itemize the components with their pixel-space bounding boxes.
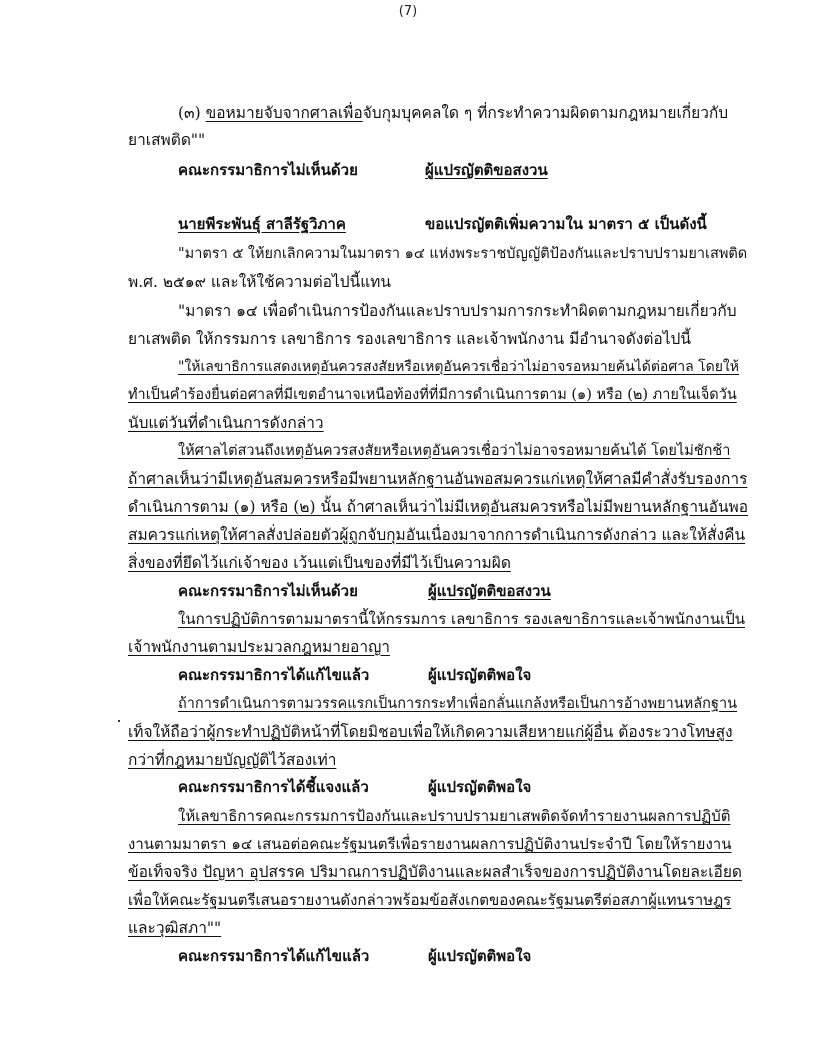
clause3-prefix: (๓)	[178, 104, 206, 122]
scan-mark	[118, 720, 120, 722]
clause3-line1	[178, 103, 728, 123]
para-e-line1: ให้เลขาธิการคณะกรรมการป้องกันและปราบปรามยาเสพติดจัดทำรายงานผลการปฏิบัติ	[178, 807, 731, 825]
proposer-response: ผู้แปรญัตติขอสงวน	[428, 582, 551, 600]
para-a-line3: นับแต่วันที่ดำเนินการดังกล่าว	[128, 414, 324, 432]
decision-row-4	[178, 777, 369, 797]
proposer-response: ผู้แปรญัตติพอใจ	[428, 666, 532, 684]
para-e-line5: และวุฒิสภา""	[128, 919, 222, 937]
committee-decision: คณะกรรมาธิการได้แก้ไขแล้ว	[178, 666, 370, 684]
committee-decision: คณะกรรมาธิการได้ชี้แจงแล้ว	[178, 778, 369, 796]
member-name: นายพีระพันธุ์ สาลีรัฐวิภาค	[178, 215, 346, 233]
section14-line2: ยาเสพติด ให้กรรมการ เลขาธิการ รองเลขาธิการ และเจ้าพนักงาน มีอำนาจดังต่อไปนี้	[128, 330, 691, 348]
proposer-response: ผู้แปรญัตติพอใจ	[428, 778, 532, 796]
committee-decision: คณะกรรมาธิการไม่เห็นด้วย	[178, 582, 358, 600]
page-number: (7)	[398, 4, 418, 19]
para-a-line1: "ให้เลขาธิการแสดงเหตุอันควรสงสัยหรือเหตุอันควรเชื่อว่าไม่อาจรอหมายค้นได้ต่อศาล โดยให้	[178, 359, 739, 375]
para-d-line3: กว่าที่กฎหมายบัญญัติไว้สองเท่า	[128, 751, 337, 769]
decision-row-1	[178, 160, 358, 180]
clause3-rest: จับกุมบุคคลใด ๆ ที่กระทำความผิดตามกฎหมายเกี่ยวกับ	[362, 104, 729, 122]
para-c-line2: เจ้าพนักงานตามประมวลกฎหมายอาญา	[128, 638, 390, 656]
para-b-line5: สิ่งของที่ยึดไว้แก่เจ้าของ เว้นแต่เป็นของที่มีไว้เป็นความผิด	[128, 554, 511, 572]
para-e-line2: งานตามมาตรา ๑๔ เสนอต่อคณะรัฐมนตรีเพื่อรายงานผลการปฏิบัติงานประจำปี โดยให้รายงาน	[128, 835, 732, 853]
para-b-line3: ดำเนินการตาม (๑) หรือ (๒) นั้น ถ้าศาลเห็นว่าไม่มีเหตุอันสมควรหรือไม่มีพยานหลักฐานอันพอ	[128, 498, 749, 516]
member-motion: ขอแปรญัตติเพิ่มความใน มาตรา ๕ เป็นดังนี้	[425, 215, 707, 233]
proposer-response-1	[425, 160, 548, 180]
committee-decision: คณะกรรมาธิการได้แก้ไขแล้ว	[178, 947, 370, 965]
proposer-response: ผู้แปรญัตติพอใจ	[428, 947, 532, 965]
para-d-line2: เท็จให้ถือว่าผู้กระทำปฏิบัติหน้าที่โดยมิชอบเพื่อให้เกิดความเสียหายแก่ผู้อื่น ต้องระวางโทษสูง	[128, 723, 733, 741]
section14-line1: "มาตรา ๑๔ เพื่อดำเนินการป้องกันและปราบปรามการกระทำผิดตามกฎหมายเกี่ยวกับ	[178, 302, 737, 320]
para-b-line1: ให้ศาลไต่สวนถึงเหตุอันควรสงสัยหรือเหตุอันควรเชื่อว่าไม่อาจรอหมายค้นได้ โดยไม่ชักช้า	[178, 443, 731, 459]
proposer-response: ผู้แปรญัตติขอสงวน	[425, 161, 548, 179]
clause3-line2: ยาเสพติด""	[128, 131, 206, 149]
para-b-line4: สมควรแก่เหตุให้ศาลสั่งปล่อยตัวผู้ถูกจับกุมอันเนื่องมาจากการดำเนินการดังกล่าว และให้สั่งคืน	[128, 526, 746, 544]
proposer-response-4	[428, 777, 531, 797]
para-c-line1: ในการปฏิบัติการตามมาตรานี้ให้กรรมการ เลขาธิการ รองเลขาธิการและเจ้าพนักงานเป็น	[178, 610, 745, 628]
para-b-line2: ถ้าศาลเห็นว่ามีเหตุอันสมควรหรือมีพยานหลักฐานอันพอสมควรแก่เหตุให้ศาลมีคำสั่งรับรองการ	[128, 470, 748, 488]
decision-row-5	[178, 946, 369, 966]
decision-row-2	[178, 581, 358, 601]
committee-decision: คณะกรรมาธิการไม่เห็นด้วย	[178, 161, 358, 179]
decision-row-3	[178, 665, 369, 685]
para-d-line1: ถ้าการดำเนินการตามวรรคแรกเป็นการกระทำเพื่อกลั่นแกล้งหรือเป็นการอ้างพยานหลักฐาน	[178, 696, 738, 712]
para-e-line4: เพื่อให้คณะรัฐมนตรีเสนอรายงานดังกล่าวพร้อมข้อสังเกตของคณะรัฐมนตรีต่อสภาผู้แทนราษฎร	[128, 891, 732, 909]
para-a-line2: ทำเป็นคำร้องยื่นต่อศาลที่มีเขตอำนาจเหนือท้องที่ที่มีการดำเนินการตาม (๑) หรือ (๒) ภายในเจ็ดวัน	[128, 387, 737, 403]
proposer-response-3	[428, 665, 531, 685]
clause3-underlined: ขอหมายจับจากศาลเพื่อ	[205, 104, 363, 122]
proposer-response-5	[428, 946, 531, 966]
section5-line1: "มาตรา ๕ ให้ยกเลิกความในมาตรา ๑๔ แห่งพระราชบัญญัติป้องกันและปราบปรามยาเสพติด	[178, 246, 748, 262]
section5-line2: พ.ศ. ๒๕๑๙ และให้ใช้ความต่อไปนี้แทน	[128, 273, 391, 291]
para-e-line3: ข้อเท็จจริง ปัญหา อุปสรรค ปริมาณการปฏิบัติงานและผลสำเร็จของการปฏิบัติงานโดยละเอียด	[128, 863, 742, 881]
proposer-response-2	[428, 581, 551, 601]
